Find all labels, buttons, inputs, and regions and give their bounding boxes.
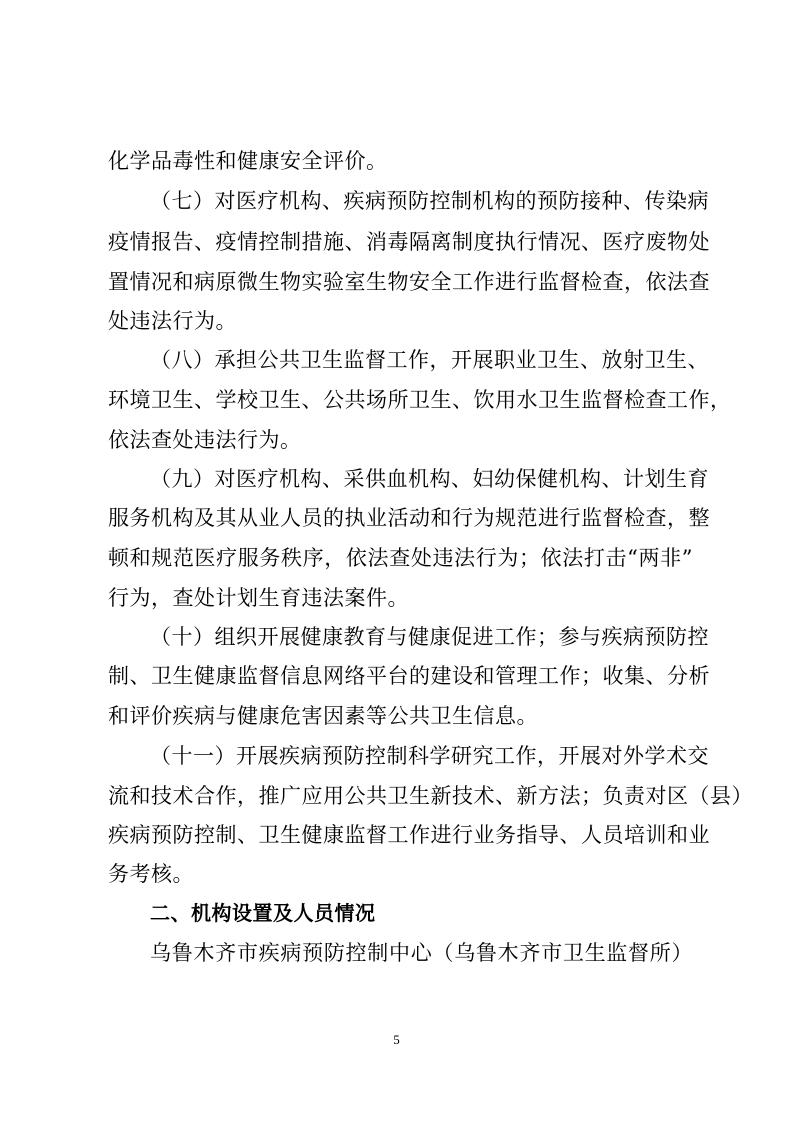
- text-line-13: （十）组织开展健康教育与健康促进工作；参与疾病预防控: [150, 625, 709, 649]
- text-line-18: 疾病预防控制、卫生健康监督工作进行业务指导、人员培训和业: [108, 823, 710, 847]
- text-line-6: （八）承担公共卫生监督工作，开展职业卫生、放射卫生、: [150, 348, 709, 372]
- text-line-7: 环境卫生、学校卫生、公共场所卫生、饮用水卫生监督检查工作，: [108, 388, 732, 412]
- text-line-19: 务考核。: [108, 862, 194, 886]
- text-line-12: 行为，查处计划生育违法案件。: [108, 586, 409, 610]
- text-line-4: 置情况和病原微生物实验室生物安全工作进行监督检查，依法查: [108, 270, 710, 294]
- text-line-15: 和评价疾病与健康危害因素等公共卫生信息。: [108, 704, 538, 728]
- text-line-10: 服务机构及其从业人员的执业活动和行为规范进行监督检查，整: [108, 506, 710, 530]
- text-line-17: 流和技术合作，推广应用公共卫生新技术、新方法；负责对区（县）: [108, 784, 753, 808]
- text-line-9: （九）对医疗机构、采供血机构、妇幼保健机构、计划生育: [150, 467, 709, 491]
- section-heading: 二、机构设置及人员情况: [150, 901, 376, 925]
- text-line-21: 乌鲁木齐市疾病预防控制中心（乌鲁木齐市卫生监督所）: [150, 941, 693, 965]
- text-line-1: 化学品毒性和健康安全评价。: [108, 149, 388, 173]
- text-line-5: 处违法行为。: [108, 309, 237, 333]
- text-line-16: （十一）开展疾病预防控制科学研究工作，开展对外学术交: [150, 744, 709, 768]
- text-line-2: （七）对医疗机构、疾病预防控制机构的预防接种、传染病: [150, 189, 709, 213]
- text-line-11: 顿和规范医疗服务秩序，依法查处违法行为；依法打击“两非”: [108, 546, 693, 570]
- text-line-3: 疫情报告、疫情控制措施、消毒隔离制度执行情况、医疗废物处: [108, 230, 710, 254]
- text-line-8: 依法查处违法行为。: [108, 428, 302, 452]
- text-line-14: 制、卫生健康监督信息网络平台的建设和管理工作；收集、分析: [108, 664, 710, 688]
- page-number: 5: [393, 1032, 400, 1047]
